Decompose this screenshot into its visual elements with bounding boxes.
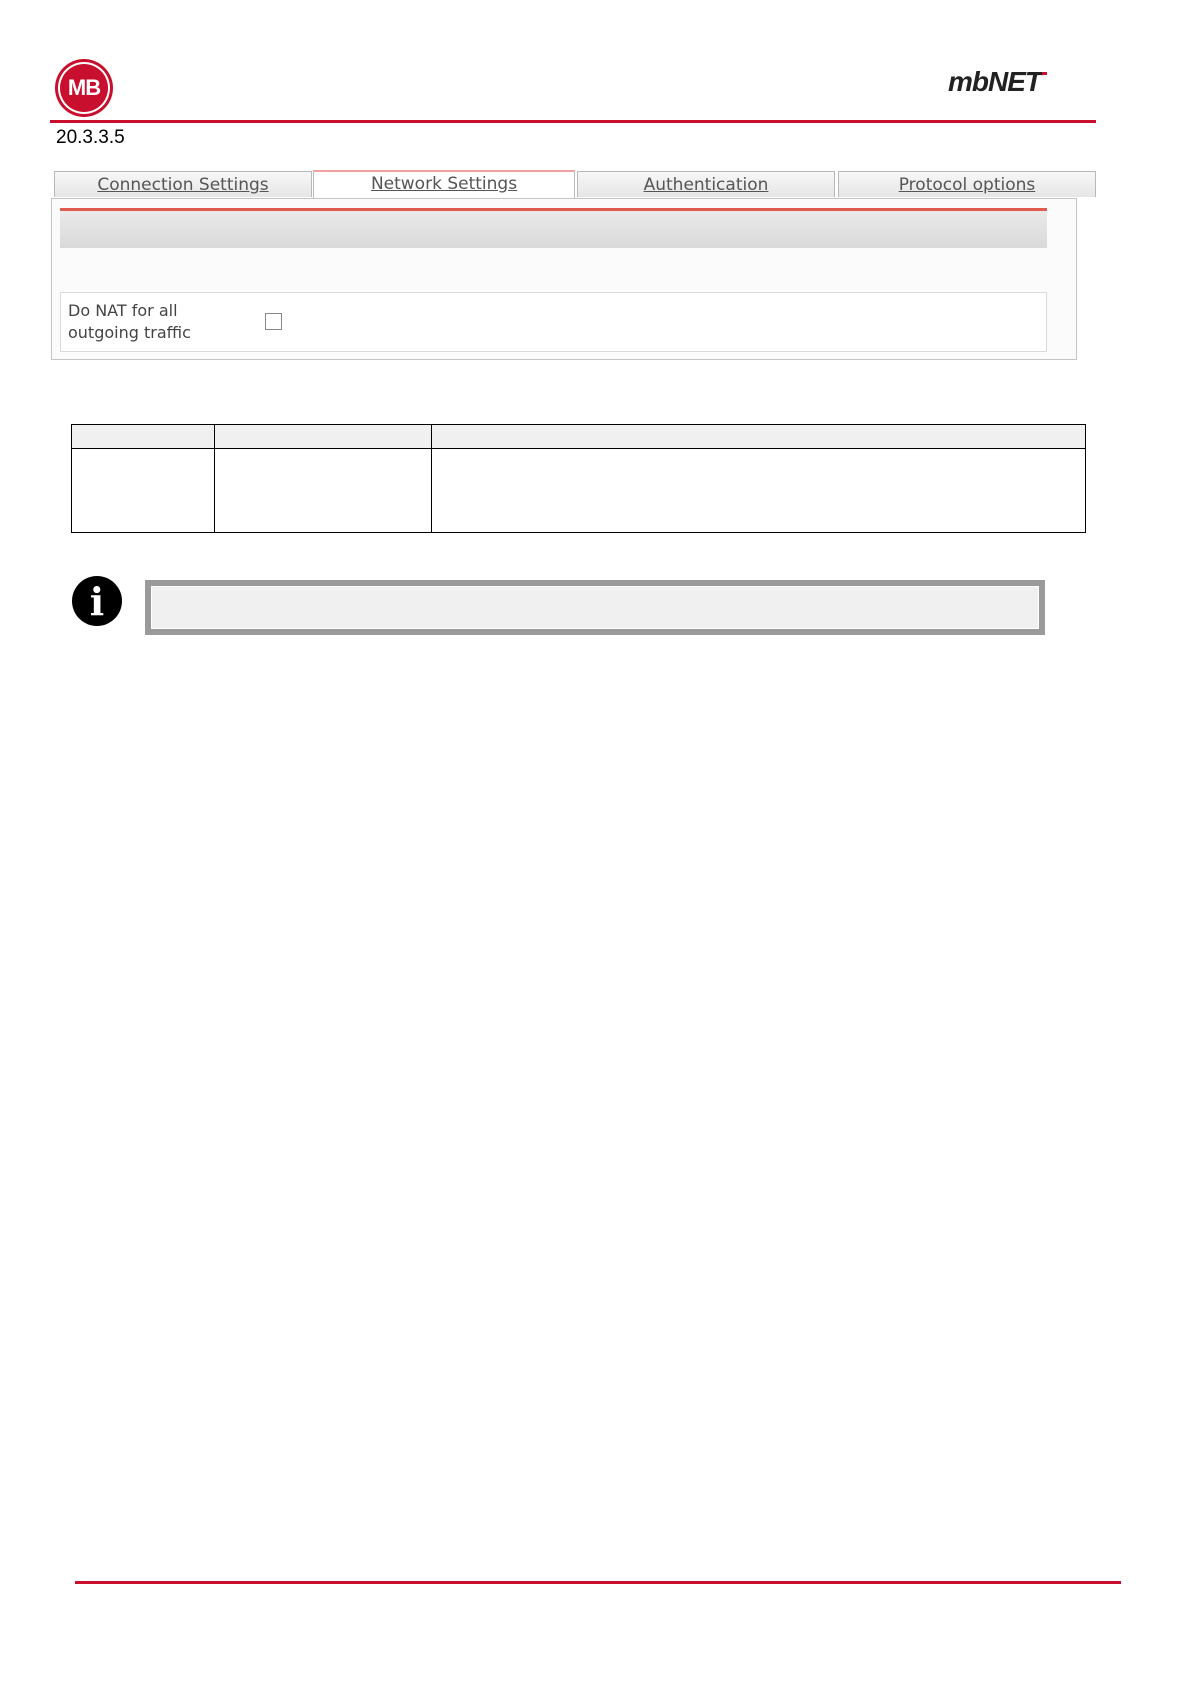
panel-header-bar xyxy=(60,208,1047,248)
table-header-cell xyxy=(215,425,432,449)
nat-checkbox[interactable] xyxy=(265,313,282,330)
table-header-cell xyxy=(72,425,215,449)
brand-accent xyxy=(1042,72,1047,75)
footer-divider xyxy=(75,1581,1121,1584)
nat-label: Do NAT for all outgoing traffic xyxy=(68,301,191,342)
header-divider xyxy=(50,120,1096,123)
info-icon: i xyxy=(72,576,122,626)
parameter-table xyxy=(71,424,1086,533)
table-cell xyxy=(215,449,432,533)
section-number: 20.3.3.5 xyxy=(56,127,125,148)
brand-text: mbNET xyxy=(948,66,1041,97)
table-header-cell xyxy=(432,425,1086,449)
mb-logo xyxy=(58,62,110,114)
table-cell xyxy=(432,449,1086,533)
brand-logo xyxy=(948,66,1041,98)
info-note-box xyxy=(145,580,1045,635)
table-cell xyxy=(72,449,215,533)
tab-connection-settings[interactable]: Connection Settings xyxy=(54,171,312,197)
logo-text: MB xyxy=(67,75,101,100)
table-row xyxy=(72,449,1086,533)
table-header-row xyxy=(72,425,1086,449)
tab-protocol-options[interactable]: Protocol options xyxy=(838,171,1096,197)
tab-authentication[interactable]: Authentication xyxy=(577,171,835,197)
tab-network-settings[interactable]: Network Settings xyxy=(313,170,575,199)
info-note-content xyxy=(151,586,1039,629)
